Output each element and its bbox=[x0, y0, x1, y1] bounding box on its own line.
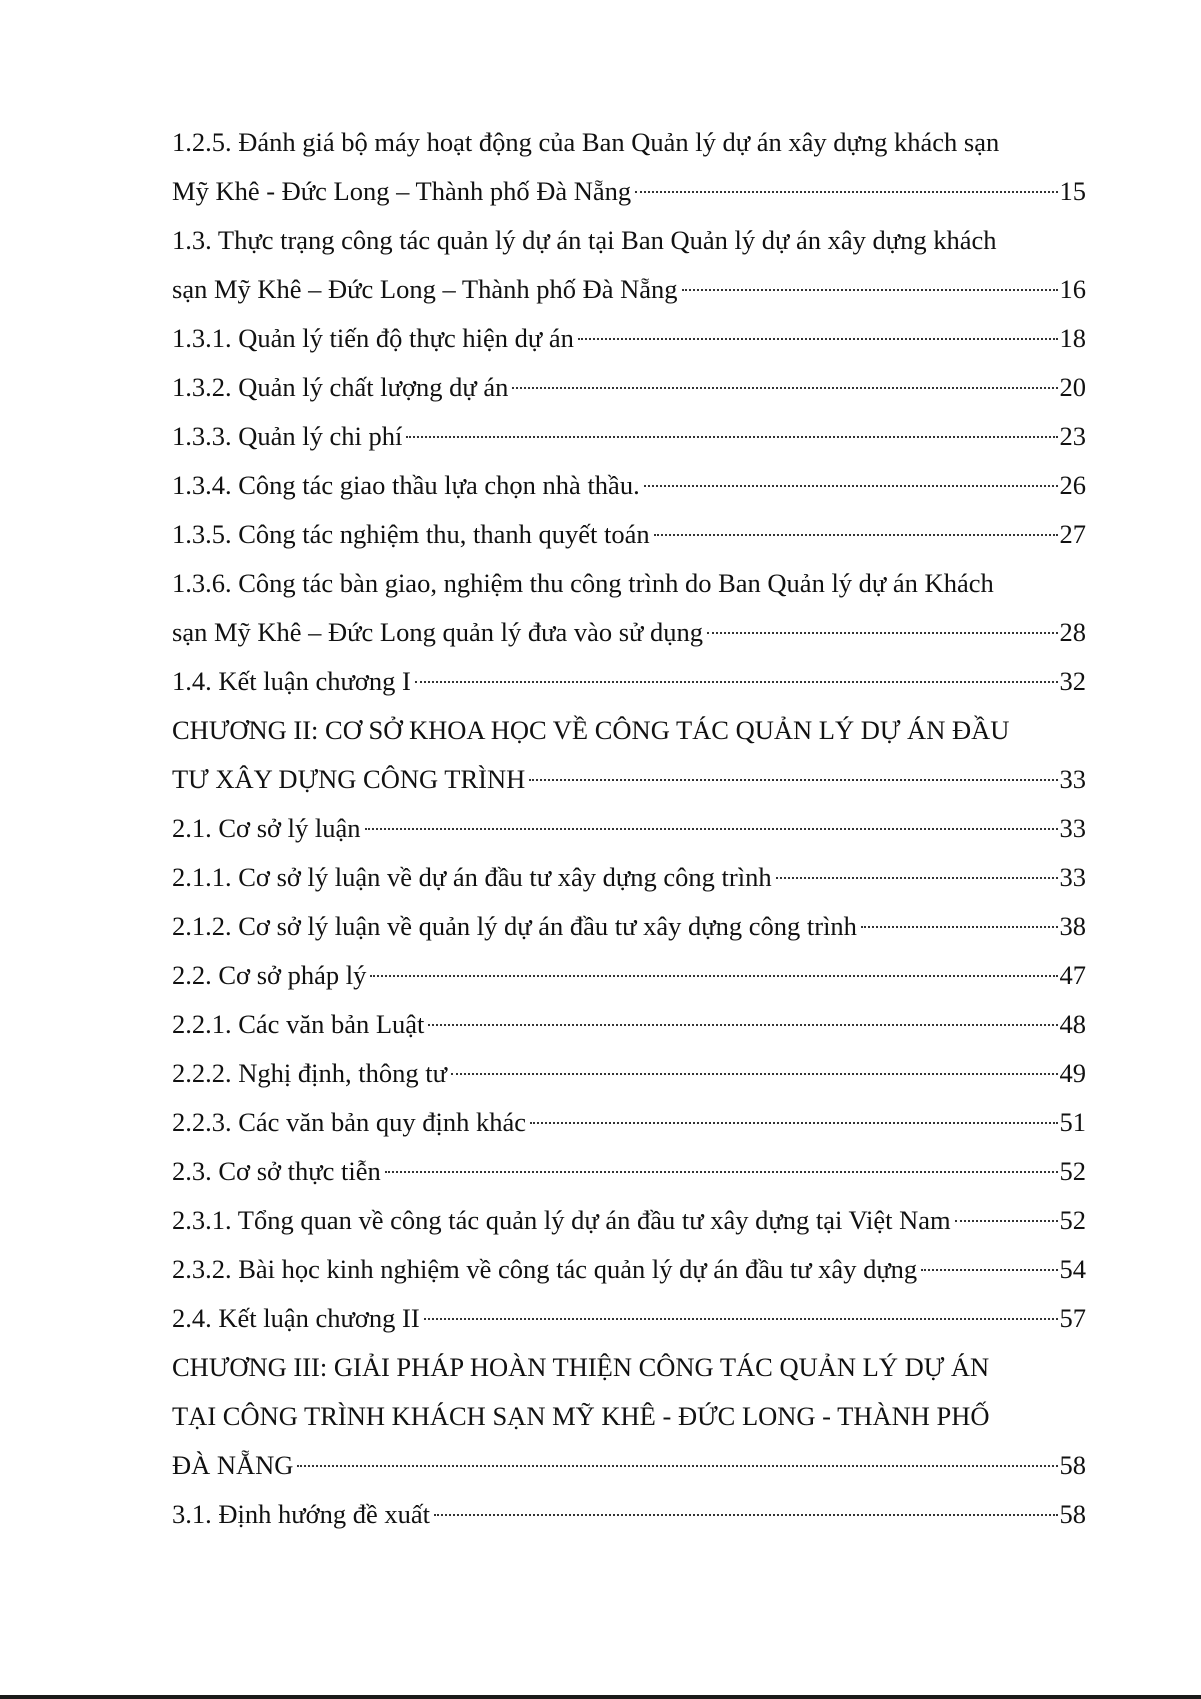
toc-dot-leader bbox=[707, 632, 1057, 634]
toc-dot-leader bbox=[654, 534, 1058, 536]
toc-page-number: 52 bbox=[1059, 1156, 1086, 1186]
toc-page-number: 47 bbox=[1059, 960, 1086, 990]
toc-dot-leader bbox=[434, 1514, 1057, 1516]
toc-dot-leader bbox=[451, 1073, 1058, 1075]
toc-entry-line bbox=[172, 902, 1086, 951]
toc-dot-leader bbox=[406, 436, 1057, 438]
toc-entry-title: 2.2.1. Các văn bản Luật bbox=[172, 1009, 425, 1039]
toc-entry-title: TẠI CÔNG TRÌNH KHÁCH SẠN MỸ KHÊ - ĐỨC LONG - THÀNH PHỐ bbox=[172, 1401, 990, 1431]
toc-entry-title: 2.4. Kết luận chương II bbox=[172, 1303, 420, 1333]
toc-entry-line bbox=[172, 510, 1086, 559]
toc-entry-title: 1.3. Thực trạng công tác quản lý dự án tại Ban Quản lý dự án xây dựng khách bbox=[172, 225, 997, 255]
toc-page-number: 38 bbox=[1059, 911, 1086, 941]
toc-entry-line bbox=[172, 804, 1086, 853]
toc-dot-leader bbox=[921, 1269, 1057, 1271]
toc-entry-line bbox=[172, 1000, 1086, 1049]
toc-page-number: 57 bbox=[1059, 1303, 1086, 1333]
toc-entry-line bbox=[172, 363, 1086, 412]
toc-entry-title: CHƯƠNG III: GIẢI PHÁP HOÀN THIỆN CÔNG TÁC QUẢN LÝ DỰ ÁN bbox=[172, 1352, 990, 1382]
toc-page-number: 18 bbox=[1059, 323, 1086, 353]
toc-entry-line bbox=[172, 118, 1086, 167]
toc-entry-line bbox=[172, 1294, 1086, 1343]
toc-entry-line bbox=[172, 1343, 1086, 1392]
toc-entry-line bbox=[172, 608, 1086, 657]
toc-entry-line bbox=[172, 1490, 1086, 1539]
toc-entry-title: 1.3.3. Quản lý chi phí bbox=[172, 421, 403, 451]
toc-page-number: 32 bbox=[1059, 666, 1086, 696]
toc-entry-title: 2.3.1. Tổng quan về công tác quản lý dự án đầu tư xây dựng tại Việt Nam bbox=[172, 1205, 951, 1235]
toc-dot-leader bbox=[424, 1318, 1058, 1320]
toc-page-number: 27 bbox=[1059, 519, 1086, 549]
toc-entry-title: 2.3. Cơ sở thực tiễn bbox=[172, 1156, 381, 1186]
toc-page-number: 33 bbox=[1059, 764, 1086, 794]
toc-dot-leader bbox=[578, 338, 1058, 340]
toc-page-number: 52 bbox=[1059, 1205, 1086, 1235]
toc-entry-title: 1.3.5. Công tác nghiệm thu, thanh quyết toán bbox=[172, 519, 650, 549]
toc-dot-leader bbox=[512, 387, 1057, 389]
toc-entry-line bbox=[172, 216, 1086, 265]
toc-entry-title: sạn Mỹ Khê – Đức Long – Thành phố Đà Nẵng bbox=[172, 274, 678, 304]
toc-entry-line bbox=[172, 314, 1086, 363]
toc-entry-title: CHƯƠNG II: CƠ SỞ KHOA HỌC VỀ CÔNG TÁC QUẢN LÝ DỰ ÁN ĐẦU bbox=[172, 715, 1010, 745]
toc-dot-leader bbox=[370, 975, 1057, 977]
toc-page-number: 58 bbox=[1059, 1499, 1086, 1529]
toc-entry-line bbox=[172, 1245, 1086, 1294]
toc-entry-title: 2.3.2. Bài học kinh nghiệm về công tác quản lý dự án đầu tư xây dựng bbox=[172, 1254, 918, 1284]
toc-entry-line bbox=[172, 265, 1086, 314]
toc-entry-title: sạn Mỹ Khê – Đức Long quản lý đưa vào sử dụng bbox=[172, 617, 704, 647]
toc-entry-line bbox=[172, 1441, 1086, 1490]
toc-dot-leader bbox=[955, 1220, 1058, 1222]
toc-page-number: 26 bbox=[1059, 470, 1086, 500]
toc-entry-line bbox=[172, 1098, 1086, 1147]
table-of-contents bbox=[172, 118, 1086, 1539]
toc-entry-title: TƯ XÂY DỰNG CÔNG TRÌNH bbox=[172, 764, 526, 794]
toc-page-number: 23 bbox=[1059, 421, 1086, 451]
toc-dot-leader bbox=[415, 681, 1058, 683]
toc-page-number: 20 bbox=[1059, 372, 1086, 402]
toc-entry-title: 2.2. Cơ sở pháp lý bbox=[172, 960, 367, 990]
toc-entry-line bbox=[172, 1392, 1086, 1441]
toc-entry-title: 1.3.6. Công tác bàn giao, nghiệm thu công trình do Ban Quản lý dự án Khách bbox=[172, 568, 994, 598]
toc-dot-leader bbox=[776, 877, 1058, 879]
toc-entry-title: 2.1. Cơ sở lý luận bbox=[172, 813, 361, 843]
toc-entry-line bbox=[172, 657, 1086, 706]
toc-entry-title: 2.2.2. Nghị định, thông tư bbox=[172, 1058, 447, 1088]
toc-entry-title: 1.3.1. Quản lý tiến độ thực hiện dự án bbox=[172, 323, 574, 353]
toc-dot-leader bbox=[297, 1465, 1057, 1467]
toc-entry-line bbox=[172, 167, 1086, 216]
scan-border bbox=[0, 1695, 1201, 1699]
toc-page-number: 16 bbox=[1059, 274, 1086, 304]
toc-dot-leader bbox=[385, 1171, 1058, 1173]
toc-page-number: 48 bbox=[1059, 1009, 1086, 1039]
toc-page-number: 51 bbox=[1059, 1107, 1086, 1137]
toc-dot-leader bbox=[529, 779, 1057, 781]
toc-entry-line bbox=[172, 951, 1086, 1000]
toc-dot-leader bbox=[682, 289, 1058, 291]
toc-dot-leader bbox=[635, 191, 1057, 193]
toc-entry-title: 1.2.5. Đánh giá bộ máy hoạt động của Ban Quản lý dự án xây dựng khách sạn bbox=[172, 127, 1000, 157]
toc-entry-line bbox=[172, 706, 1086, 755]
toc-dot-leader bbox=[644, 485, 1058, 487]
toc-entry-title: 1.3.4. Công tác giao thầu lựa chọn nhà thầu. bbox=[172, 470, 640, 500]
toc-page-number: 49 bbox=[1059, 1058, 1086, 1088]
toc-entry-title: 3.1. Định hướng đề xuất bbox=[172, 1499, 431, 1529]
toc-page-number: 58 bbox=[1059, 1450, 1086, 1480]
toc-entry-title: 2.1.1. Cơ sở lý luận về dự án đầu tư xây dựng công trình bbox=[172, 862, 772, 892]
toc-entry-title: ĐÀ NẴNG bbox=[172, 1450, 294, 1480]
toc-page-number: 28 bbox=[1059, 617, 1086, 647]
toc-entry-line bbox=[172, 853, 1086, 902]
toc-entry-title: Mỹ Khê - Đức Long – Thành phố Đà Nẵng bbox=[172, 176, 632, 206]
toc-entry-line bbox=[172, 461, 1086, 510]
toc-entry-line bbox=[172, 559, 1086, 608]
toc-entry-title: 1.3.2. Quản lý chất lượng dự án bbox=[172, 372, 509, 402]
toc-page-number: 33 bbox=[1059, 813, 1086, 843]
toc-entry-line bbox=[172, 1147, 1086, 1196]
toc-entry-line bbox=[172, 1196, 1086, 1245]
toc-entry-title: 2.2.3. Các văn bản quy định khác bbox=[172, 1107, 526, 1137]
toc-entry-line bbox=[172, 1049, 1086, 1098]
toc-dot-leader bbox=[530, 1122, 1058, 1124]
toc-dot-leader bbox=[428, 1024, 1057, 1026]
toc-entry-line bbox=[172, 412, 1086, 461]
toc-page-number: 54 bbox=[1059, 1254, 1086, 1284]
toc-page-number: 33 bbox=[1059, 862, 1086, 892]
toc-entry-title: 2.1.2. Cơ sở lý luận về quản lý dự án đầu tư xây dựng công trình bbox=[172, 911, 857, 941]
toc-page-number: 15 bbox=[1059, 176, 1086, 206]
toc-dot-leader bbox=[861, 926, 1058, 928]
toc-dot-leader bbox=[365, 828, 1058, 830]
toc-entry-title: 1.4. Kết luận chương I bbox=[172, 666, 411, 696]
toc-entry-line bbox=[172, 755, 1086, 804]
